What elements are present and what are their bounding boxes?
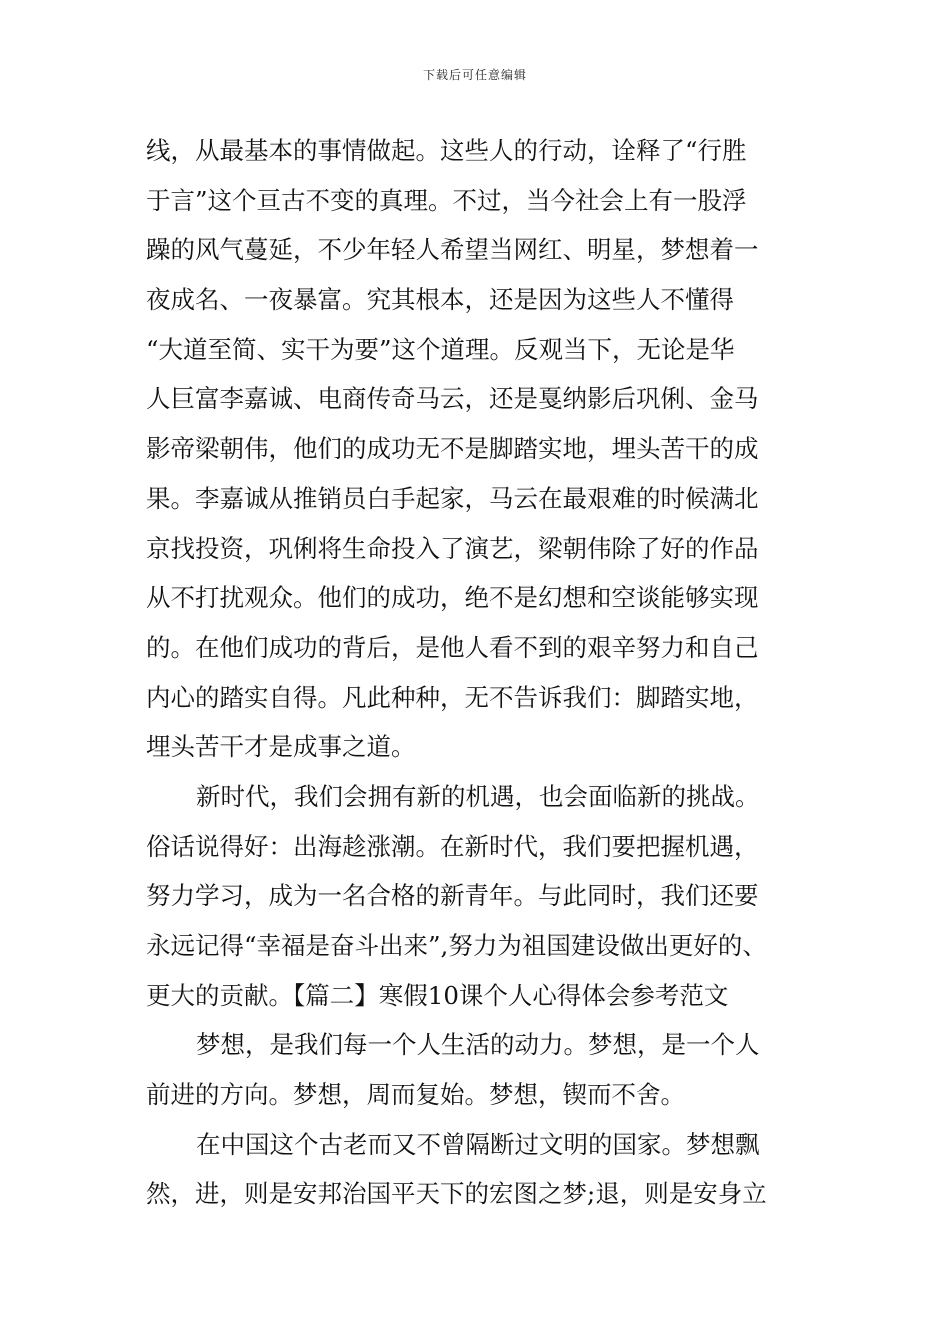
text-line: 内心的踏实自得。凡此种种，无不告诉我们：脚踏实地，: [146, 682, 759, 712]
text-line: 果。李嘉诚从推销员白手起家，马云在最艰难的时候满北: [146, 483, 759, 513]
text-line: 影帝梁朝伟，他们的成功无不是脚踏实地，埋头苦干的成: [146, 434, 759, 464]
text-line: 努力学习，成为一名合格的新青年。与此同时，我们还要: [146, 881, 759, 911]
text-line: 的。在他们成功的背后，是他人看不到的艰辛努力和自己: [146, 632, 759, 662]
text-line: 京找投资，巩俐将生命投入了演艺，梁朝伟除了好的作品: [146, 533, 759, 563]
text-line: 人巨富李嘉诚、电商传奇马云，还是戛纳影后巩俐、金马: [146, 384, 759, 414]
body-text: [146, 126, 818, 1219]
text-line: 梦想，是我们每一个人生活的动力。梦想，是一个人: [196, 1030, 760, 1060]
text-line: 埋头苦干才是成事之道。: [146, 732, 416, 762]
text-line: 线，从最基本的事情做起。这些人的行动，诠释了“行胜: [146, 136, 747, 165]
text-line: 新时代，我们会拥有新的机遇，也会面临新的挑战。: [196, 781, 760, 811]
text-line: 更大的贡献。【篇二】寒假10课个人心得体会参考范文: [146, 980, 729, 1010]
text-line: 永远记得“幸福是奋斗出来”,努力为祖国建设做出更好的、: [146, 931, 767, 960]
text-line: 躁的风气蔓延，不少年轻人希望当网红、明星，梦想着一: [146, 235, 759, 265]
text-line: 于言”这个亘古不变的真理。不过，当今社会上有一股浮: [146, 185, 747, 215]
text-line: “大道至简、实干为要”这个道理。反观当下，无论是华: [146, 334, 735, 364]
text-line: 在中国这个古老而又不曾隔断过文明的国家。梦想飘: [196, 1129, 760, 1159]
text-line: 从不打扰观众。他们的成功，绝不是幻想和空谈能够实现: [146, 583, 759, 613]
header-note: 下载后可任意编辑: [422, 68, 527, 82]
text-line: 夜成名、一夜暴富。究其根本，还是因为这些人不懂得: [146, 285, 734, 315]
text-line: 俗话说得好：出海趁涨潮。在新时代，我们要把握机遇，: [146, 831, 759, 861]
text-line: 然，进，则是安邦治国平天下的宏图之梦;退，则是安身立: [146, 1179, 767, 1209]
text-line: 前进的方向。梦想，周而复始。梦想，锲而不舍。: [146, 1080, 685, 1110]
